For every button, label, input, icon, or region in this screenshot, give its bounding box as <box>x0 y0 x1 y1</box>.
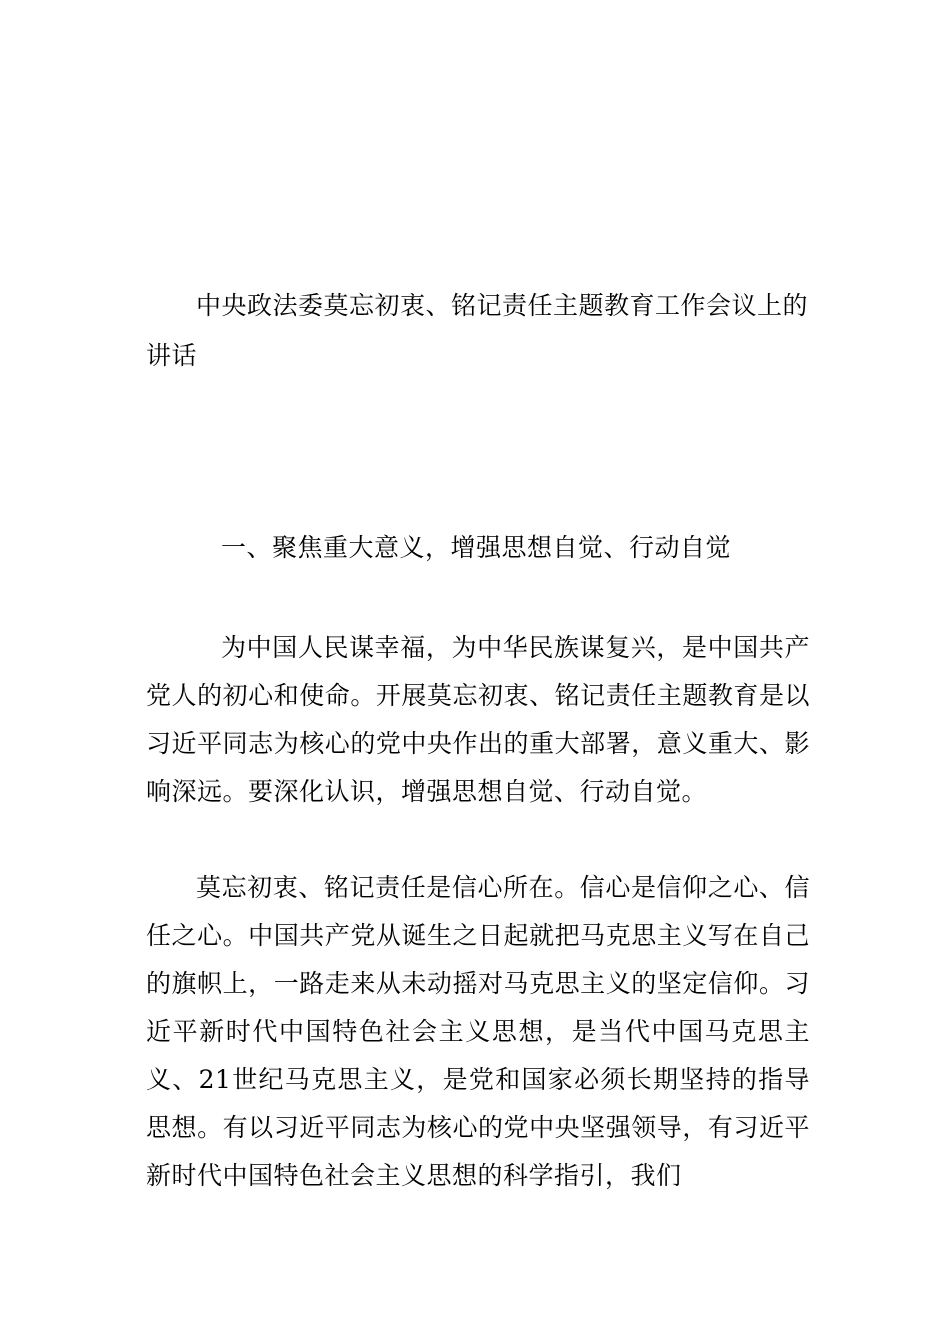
body-paragraph: 莫忘初衷、铭记责任是信心所在。信心是信仰之心、信任之心。中国共产党从诞生之日起就把马克思主义写在自己的旗帜上，一路走来从未动摇对马克思主义的坚定信仰。习近平新时代中国特色社会主义思想，是当代中国马克思主义、21世纪马克思主义，是党和国家必须长期坚持的指导思想。有以习近平同志为核心的党中央坚强领导，有习近平新时代中国特色社会主义思想的科学指引，我们 <box>146 873 810 1190</box>
section-heading: 一、聚焦重大意义，增强思想自觉、行动自觉 <box>221 533 732 562</box>
document-title: 中央政法委莫忘初衷、铭记责任主题教育工作会议上的讲话 <box>146 291 809 370</box>
body-paragraph: 为中国人民谋幸福，为中华民族谋复兴，是中国共产党人的初心和使命。开展莫忘初衷、铭记责任主题教育是以习近平同志为核心的党中央作出的重大部署，意义重大、影响深远。要深化认识，增强思想自觉、行动自觉。 <box>146 633 810 806</box>
